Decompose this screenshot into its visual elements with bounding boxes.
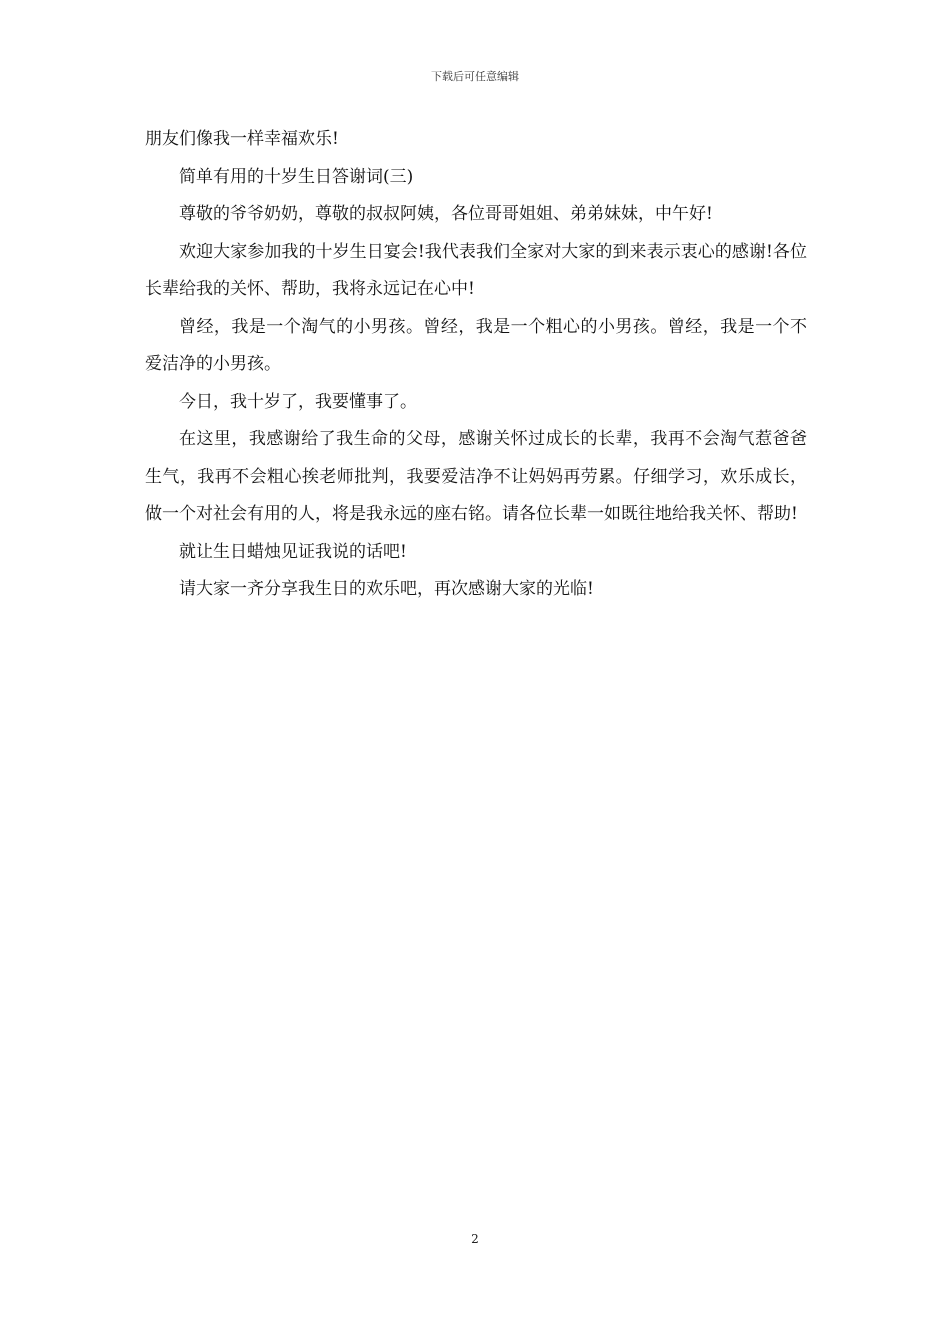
paragraph-closing: 请大家一齐分享我生日的欢乐吧，再次感谢大家的光临!	[179, 579, 594, 599]
page-number: 2	[471, 1232, 479, 1246]
page-header: 下载后可任意编辑	[431, 70, 519, 83]
paragraph-candles: 就让生日蜡烛见证我说的话吧!	[179, 541, 407, 562]
paragraph-greeting: 尊敬的爷爷奶奶，尊敬的叔叔阿姨，各位哥哥姐姐、弟弟妹妹，中午好!	[179, 204, 713, 224]
paragraph-today: 今日，我十岁了，我要懂事了。	[179, 391, 417, 412]
section-title: 简单有用的十岁生日答谢词(三)	[179, 166, 414, 187]
paragraph-gratitude: 在这里，我感谢给了我生命的父母，感谢关怀过成长的长辈，我再不会淘气惹爸爸生气，我再不会粗心挨老师批判，我要爱洁净不让妈妈再劳累。仔细学习，欢乐成长，做一个对社会有用的人，将是我永远的座右铭。请各位长辈一如既往地给我关怀、帮助!	[145, 429, 807, 524]
paragraph-welcome: 欢迎大家参加我的十岁生日宴会!我代表我们全家对大家的到来表示衷心的感谢!各位长辈给我的关怀、帮助，我将永远记在心中!	[145, 241, 807, 299]
paragraph-continuation: 朋友们像我一样幸福欢乐!	[145, 129, 339, 149]
document-body	[145, 121, 807, 609]
paragraph-past: 曾经，我是一个淘气的小男孩。曾经，我是一个粗心的小男孩。曾经，我是一个不爱洁净的小男孩。	[145, 316, 807, 374]
